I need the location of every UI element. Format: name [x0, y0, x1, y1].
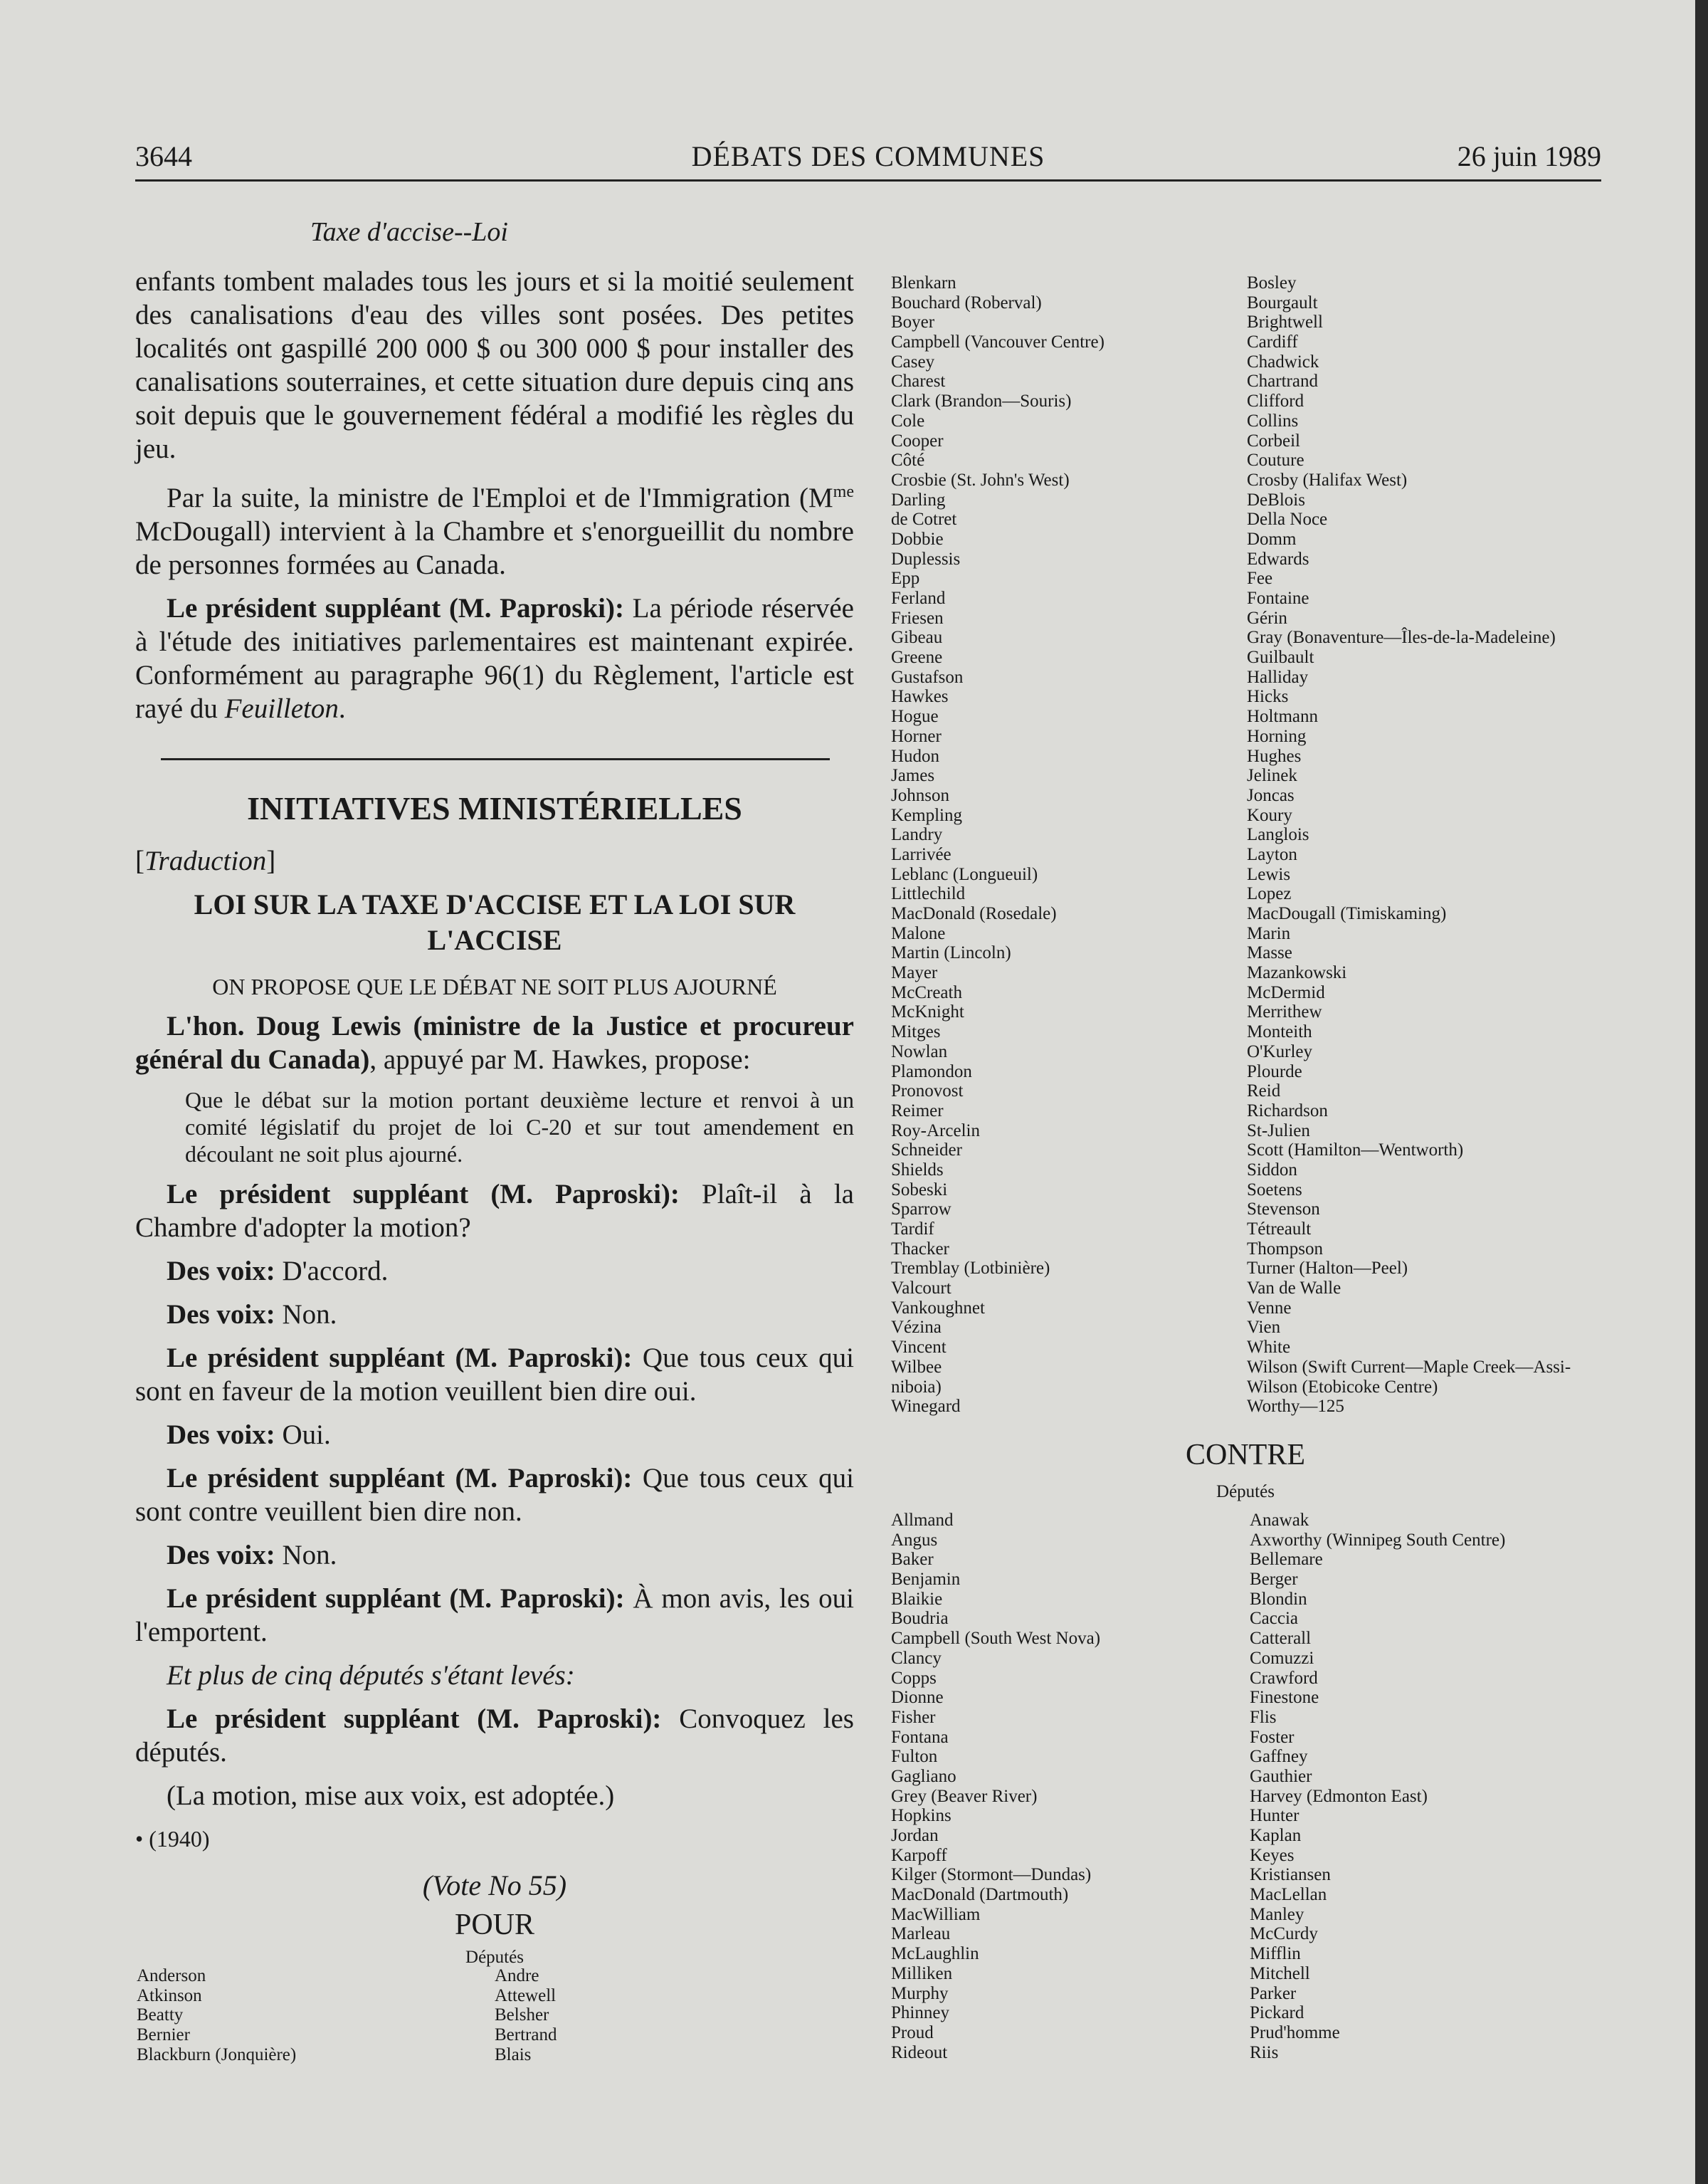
member-name: Plourde	[1247, 1061, 1302, 1081]
member-name: Proud	[891, 2022, 934, 2042]
member-name: Mitchell	[1250, 1963, 1310, 1983]
member-name: Tardif	[891, 1219, 934, 1239]
member-name: Scott (Hamilton—Wentworth)	[1247, 1140, 1464, 1160]
member-name: Cole	[891, 411, 925, 431]
member-name: Kristiansen	[1250, 1865, 1331, 1885]
member-name: Bourgault	[1247, 293, 1318, 313]
member-name: Parker	[1250, 1983, 1297, 2003]
member-name: Berger	[1250, 1570, 1298, 1590]
member-name: Vien	[1247, 1318, 1281, 1338]
member-name: Crawford	[1250, 1668, 1318, 1688]
member-name: Wilson (Swift Current—Maple Creek—Assi-	[1247, 1357, 1571, 1377]
running-subheading: Taxe d'accise--Loi	[310, 217, 508, 247]
member-name: Blondin	[1250, 1589, 1307, 1609]
deputes-label: Députés	[465, 1948, 524, 1967]
member-name: Catterall	[1250, 1629, 1312, 1649]
member-name: Crosbie (St. John's West)	[891, 470, 1070, 490]
member-name: Lopez	[1247, 884, 1292, 904]
member-name: Epp	[891, 569, 920, 589]
member-name: Monteith	[1247, 1022, 1312, 1042]
member-name: Fisher	[891, 1707, 936, 1727]
member-name: Worthy—125	[1247, 1397, 1344, 1417]
member-name: White	[1247, 1338, 1291, 1358]
member-name: Dobbie	[891, 529, 944, 549]
member-name: Grey (Beaver River)	[891, 1786, 1038, 1806]
member-name: Martin (Lincoln)	[891, 943, 1011, 963]
member-name: Prud'homme	[1250, 2022, 1340, 2042]
pour-left-col-a	[137, 1966, 296, 2064]
member-name: Littlechild	[891, 884, 966, 904]
member-name: Allmand	[891, 1511, 954, 1530]
member-name: Clark (Brandon—Souris)	[891, 392, 1072, 411]
text: À mon avis, les oui l'emportent.	[135, 1583, 854, 1647]
member-name: Domm	[1247, 529, 1297, 549]
member-name: Malone	[891, 923, 946, 943]
member-name: Karpoff	[891, 1845, 947, 1865]
member-name: Bernier	[137, 2025, 190, 2045]
superscript: me	[833, 483, 854, 501]
text: D'accord.	[275, 1256, 389, 1286]
member-name: Mifflin	[1250, 1944, 1301, 1964]
member-name: Atkinson	[137, 1985, 202, 2005]
member-name: Anderson	[137, 1966, 206, 1985]
member-name: Bouchard (Roberval)	[891, 293, 1042, 313]
member-name: Merrithew	[1247, 1002, 1322, 1022]
contre-col-2	[1250, 1511, 1505, 2062]
pour-col-2	[1247, 273, 1571, 1417]
member-name: Baker	[891, 1550, 934, 1570]
page-header	[135, 140, 1601, 182]
member-name: Angus	[891, 1530, 938, 1550]
member-name: Greene	[891, 648, 943, 668]
text: , appuyé par M. Hawkes, propose:	[369, 1044, 751, 1075]
member-name: Brightwell	[1247, 313, 1323, 332]
member-name: Marleau	[891, 1924, 951, 1944]
member-name: Sparrow	[891, 1199, 951, 1219]
member-name: Pronovost	[891, 1081, 964, 1101]
member-name: Benjamin	[891, 1570, 961, 1590]
member-name: Bosley	[1247, 273, 1297, 293]
member-name: Tremblay (Lotbinière)	[891, 1259, 1050, 1279]
member-name: Fee	[1247, 569, 1273, 589]
member-name: Comuzzi	[1250, 1648, 1314, 1668]
member-name: O'Kurley	[1247, 1041, 1312, 1061]
text: McDougall) intervient à la Chambre et s'enorgueillit du nombre de personnes formées au Canada.	[135, 516, 854, 580]
member-name: Reimer	[891, 1101, 944, 1120]
member-name: Stevenson	[1247, 1199, 1320, 1219]
member-name: Belsher	[495, 2005, 549, 2025]
member-name: Attewell	[495, 1985, 557, 2005]
scan-edge	[1695, 0, 1708, 2184]
member-name: Beatty	[137, 2005, 184, 2025]
text: Convoquez les députés.	[135, 1703, 854, 1768]
speaker: Le président suppléant (M. Paproski):	[167, 1703, 662, 1734]
member-name: Casey	[891, 352, 935, 372]
left-column	[135, 214, 854, 1972]
member-name: Hudon	[891, 746, 940, 766]
text: La période réservée à l'étude des initiatives parlementaires est maintenant expirée. Conformément au paragraphe 96(1) du Règlement, l'article est rayé du	[135, 593, 854, 724]
member-name: MacWilliam	[891, 1904, 981, 1924]
speaker: Le président suppléant (M. Paproski):	[167, 1583, 625, 1614]
member-name: Halliday	[1247, 667, 1309, 687]
member-name: Couture	[1247, 451, 1304, 471]
timestamp: • (1940)	[135, 1826, 210, 1852]
member-name: Mazankowski	[1247, 963, 1347, 983]
member-name: McDermid	[1247, 982, 1325, 1002]
paragraph	[135, 1461, 854, 1528]
member-name: Lewis	[1247, 864, 1291, 884]
member-name: Flis	[1250, 1707, 1277, 1727]
section-divider	[161, 758, 830, 760]
motion-quote: Que le débat sur la motion portant deuxième lecture et renvoi à un comité législatif du projet de loi C-20 et sur tout amendement en découlant ne soit plus ajourné.	[185, 1087, 854, 1167]
text: Plaît-il à la Chambre d'adopter la motion?	[135, 1179, 854, 1243]
section-title: INITIATIVES MINISTÉRIELLES	[247, 790, 742, 826]
member-name: Pickard	[1250, 2003, 1304, 2023]
member-name: Hopkins	[891, 1806, 951, 1826]
paragraph	[135, 476, 854, 582]
member-name: Venne	[1247, 1298, 1292, 1318]
member-name: Bertrand	[495, 2025, 557, 2045]
member-name: Clancy	[891, 1648, 942, 1668]
member-name: Clifford	[1247, 392, 1304, 411]
member-name: McCurdy	[1250, 1924, 1318, 1944]
italic-text: Feuilleton	[224, 693, 339, 724]
member-name: Della Noce	[1247, 510, 1328, 530]
member-name: Blais	[495, 2044, 532, 2064]
member-name: Siddon	[1247, 1160, 1297, 1180]
member-name: Axworthy (Winnipeg South Centre)	[1250, 1530, 1506, 1550]
paragraph	[135, 1538, 854, 1572]
text: Que tous ceux qui sont en faveur de la motion veuillent bien dire oui.	[135, 1343, 854, 1407]
member-name: Côté	[891, 451, 925, 471]
member-name: Chadwick	[1247, 352, 1319, 372]
member-name: Gérin	[1247, 608, 1287, 628]
member-name: Thacker	[891, 1239, 949, 1259]
member-name: MacDougall (Timiskaming)	[1247, 904, 1447, 923]
member-name: Reid	[1247, 1081, 1281, 1101]
member-name: Kaplan	[1250, 1826, 1302, 1845]
member-name: McLaughlin	[891, 1944, 979, 1964]
member-name: Horner	[891, 726, 942, 746]
member-name: Kempling	[891, 805, 962, 825]
member-name: Boyer	[891, 313, 935, 332]
speaker: Des voix:	[167, 1299, 275, 1330]
speaker: Le président suppléant (M. Paproski):	[167, 1343, 633, 1373]
member-name: Campbell (Vancouver Centre)	[891, 332, 1105, 352]
member-name: Ferland	[891, 589, 946, 608]
member-name: James	[891, 766, 935, 786]
member-name: DeBlois	[1247, 490, 1305, 510]
member-name: Fontaine	[1247, 589, 1309, 608]
member-name: Bellemare	[1250, 1550, 1323, 1570]
speaker: Le président suppléant (M. Paproski):	[167, 593, 624, 624]
paragraph	[135, 1341, 854, 1408]
speaker: Des voix:	[167, 1419, 275, 1450]
member-name: Fontana	[891, 1727, 949, 1747]
member-name: Cooper	[891, 431, 944, 451]
speaker: Des voix:	[167, 1540, 275, 1570]
member-name: Hicks	[1247, 687, 1289, 707]
member-name: Hogue	[891, 707, 939, 727]
member-name: Koury	[1247, 805, 1292, 825]
member-name: Plamondon	[891, 1061, 972, 1081]
member-name: Mayer	[891, 963, 938, 983]
paragraph	[135, 1298, 854, 1331]
member-name: Schneider	[891, 1140, 962, 1160]
member-name: Valcourt	[891, 1279, 951, 1298]
paragraph	[135, 592, 854, 725]
page-number: 3644	[135, 140, 192, 172]
member-name: Andre	[495, 1966, 539, 1985]
member-name: Nowlan	[891, 1041, 948, 1061]
motion-heading: ON PROPOSE QUE LE DÉBAT NE SOIT PLUS AJOURNÉ	[212, 974, 777, 999]
member-name: Fulton	[891, 1747, 938, 1767]
pour-left-col-b	[495, 1966, 557, 2064]
member-name: Hughes	[1247, 746, 1302, 766]
contre-title: CONTRE	[1186, 1439, 1305, 1471]
member-name: St-Julien	[1247, 1120, 1310, 1140]
member-name: Gaffney	[1250, 1747, 1308, 1767]
bill-title: LOI SUR LA TAXE D'ACCISE ET LA LOI SUR L'ACCISE	[194, 888, 796, 956]
member-name: Campbell (South West Nova)	[891, 1629, 1101, 1649]
member-name: Foster	[1250, 1727, 1295, 1747]
member-name: Chartrand	[1247, 372, 1318, 392]
member-name: Phinney	[891, 2003, 949, 2023]
publication-title: DÉBATS DES COMMUNES	[691, 140, 1045, 172]
member-name: MacLellan	[1250, 1885, 1327, 1905]
member-name: Finestone	[1250, 1688, 1319, 1708]
member-name: Guilbault	[1247, 648, 1314, 668]
text: Que tous ceux qui sont contre veuillent bien dire non.	[135, 1463, 854, 1527]
text: Non.	[275, 1299, 337, 1330]
contre-col-1	[891, 1511, 1100, 2062]
paragraph	[135, 1254, 854, 1288]
speaker: L'hon. Doug Lewis (ministre de la Justice et procureur général du Canada)	[135, 1011, 854, 1075]
member-name: Leblanc (Longueuil)	[891, 864, 1038, 884]
member-name: Jelinek	[1247, 766, 1297, 786]
member-name: Blenkarn	[891, 273, 956, 293]
member-name: Harvey (Edmonton East)	[1250, 1786, 1428, 1806]
member-name: Landry	[891, 825, 943, 845]
member-name: Thompson	[1247, 1239, 1323, 1259]
paragraph	[135, 1702, 854, 1769]
member-name: Wilbee	[891, 1357, 942, 1377]
member-name: Joncas	[1247, 785, 1295, 805]
member-name: McCreath	[891, 982, 962, 1002]
member-name: Rideout	[891, 2042, 948, 2062]
member-name: Charest	[891, 372, 946, 392]
member-name: Blackburn (Jonquière)	[137, 2044, 297, 2064]
paragraph	[135, 1659, 854, 1692]
paragraph	[135, 1582, 854, 1649]
member-name: Kilger (Stormont—Dundas)	[891, 1865, 1092, 1885]
translation-label: Traduction	[144, 846, 267, 876]
member-name: Vézina	[891, 1318, 942, 1338]
member-name: Gagliano	[891, 1766, 956, 1786]
member-name: Hawkes	[891, 687, 949, 707]
member-name: Horning	[1247, 726, 1307, 746]
member-name: Vankoughnet	[891, 1298, 985, 1318]
speaker: Des voix:	[167, 1256, 275, 1286]
text: Par la suite, la ministre de l'Emploi et de l'Immigration (M	[167, 483, 833, 513]
member-name: Keyes	[1250, 1845, 1295, 1865]
member-name: Gray (Bonaventure—Îles-de-la-Madeleine)	[1247, 628, 1556, 648]
pour-col-1	[891, 273, 1105, 1417]
member-name: Blaikie	[891, 1589, 943, 1609]
member-name: Gustafson	[891, 667, 964, 687]
member-name: Caccia	[1250, 1609, 1299, 1629]
member-name: Dionne	[891, 1688, 944, 1708]
member-name: Crosby (Halifax West)	[1247, 470, 1408, 490]
member-name: Turner (Halton—Peel)	[1247, 1259, 1408, 1279]
member-name: Boudria	[891, 1609, 949, 1629]
member-name: Milliken	[891, 1963, 953, 1983]
member-name: Vincent	[891, 1338, 947, 1358]
paragraph: enfants tombent malades tous les jours et si la moitié seulement des canalisations d'eau des villes sont posées. Des petites localités ont gaspillé 200 000 $ ou 300 000 $ pour installer des canalisations souterraines, et cette situation dure depuis cinq ans soit depuis que le gouvernement fédéral a modifié les règles du jeu.	[135, 266, 854, 464]
member-name: Wilson (Etobicoke Centre)	[1247, 1377, 1438, 1397]
deputes-label: Députés	[1216, 1482, 1275, 1501]
member-name: Roy-Arcelin	[891, 1120, 980, 1140]
member-name: Larrivée	[891, 844, 951, 864]
member-name: Hunter	[1250, 1806, 1300, 1826]
member-name: Sobeski	[891, 1180, 948, 1199]
pour-title: POUR	[454, 1909, 535, 1941]
member-name: Holtmann	[1247, 707, 1318, 727]
paragraph: (La motion, mise aux voix, est adoptée.)	[167, 1780, 615, 1811]
italic-text: Et plus de cinq députés s'étant levés:	[167, 1660, 575, 1691]
member-name: Manley	[1250, 1904, 1304, 1924]
member-name: Corbeil	[1247, 431, 1300, 451]
member-name: Anawak	[1250, 1511, 1309, 1530]
member-name: Winegard	[891, 1397, 961, 1417]
member-name: Johnson	[891, 785, 949, 805]
page-date: 26 juin 1989	[1457, 140, 1601, 172]
member-name: Tétreault	[1247, 1219, 1312, 1239]
speaker: Le président suppléant (M. Paproski):	[167, 1463, 633, 1493]
member-name: Gauthier	[1250, 1766, 1312, 1786]
vote-title: (Vote No 55)	[422, 1869, 567, 1901]
member-name: Edwards	[1247, 549, 1309, 569]
member-name: Jordan	[891, 1826, 939, 1845]
member-name: Van de Walle	[1247, 1279, 1341, 1298]
member-name: Layton	[1247, 844, 1297, 864]
member-name: Friesen	[891, 608, 944, 628]
member-name: Riis	[1250, 2042, 1279, 2062]
speaker: Le président suppléant (M. Paproski):	[167, 1179, 680, 1209]
member-name: Mitges	[891, 1022, 941, 1042]
member-name: Collins	[1247, 411, 1299, 431]
text: Non.	[275, 1540, 337, 1570]
member-name: Cardiff	[1247, 332, 1298, 352]
member-name: Murphy	[891, 1983, 949, 2003]
text: Oui.	[275, 1419, 331, 1450]
member-name: Masse	[1247, 943, 1292, 963]
member-name: Langlois	[1247, 825, 1309, 845]
member-name: Copps	[891, 1668, 937, 1688]
paragraph	[135, 1177, 854, 1244]
paragraph	[135, 1009, 854, 1076]
member-name: Shields	[891, 1160, 944, 1180]
member-name: Marin	[1247, 923, 1291, 943]
member-name: MacDonald (Dartmouth)	[891, 1885, 1069, 1905]
paragraph	[135, 1418, 854, 1451]
member-name: Soetens	[1247, 1180, 1302, 1199]
member-name: Gibeau	[891, 628, 943, 648]
text: .	[338, 693, 346, 724]
member-name: de Cotret	[891, 510, 957, 530]
member-name: Duplessis	[891, 549, 961, 569]
member-name: Richardson	[1247, 1101, 1328, 1120]
member-name: MacDonald (Rosedale)	[891, 904, 1057, 923]
translation-note: [Traduction]	[135, 846, 276, 876]
member-name: McKnight	[891, 1002, 964, 1022]
member-name: Darling	[891, 490, 946, 510]
member-name: niboia)	[891, 1377, 942, 1397]
